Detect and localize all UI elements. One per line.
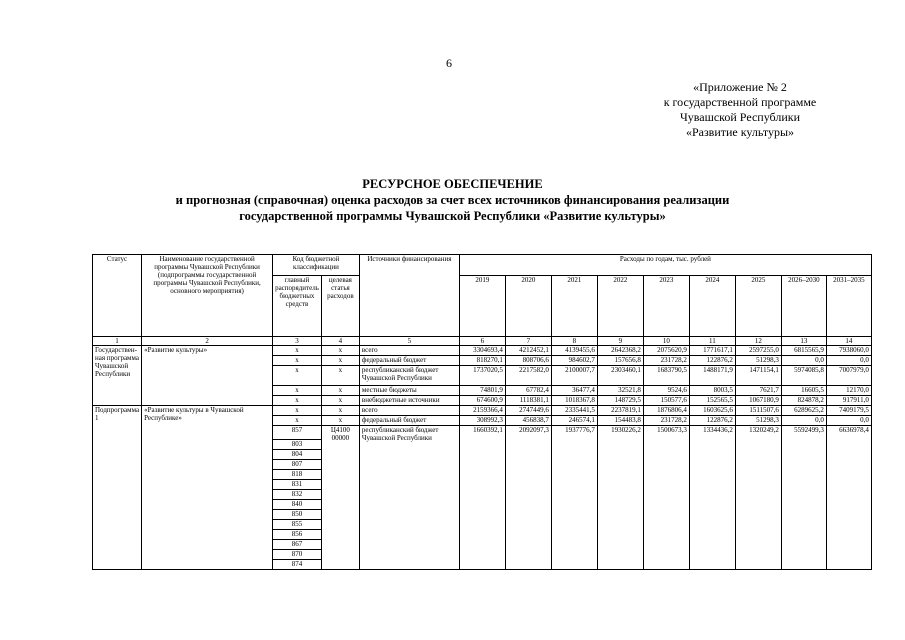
value-cell: 824878,2 (781, 396, 826, 406)
value-cell: 3304693,4 (459, 346, 505, 356)
gr-cell: x (273, 386, 322, 396)
value-cell: 808706,6 (505, 356, 551, 366)
value-cell: 0,0 (781, 356, 826, 366)
appendix-line: «Развитие культуры» (685, 125, 795, 139)
resource-table (92, 254, 872, 570)
value-cell: 1471154,1 (735, 366, 781, 386)
value-cell: 1683790,5 (643, 366, 689, 386)
target-cell: Ц4100 00000 (321, 426, 359, 570)
value-cell: 6815565,9 (781, 346, 826, 356)
value-cell: 7007979,0 (826, 366, 871, 386)
header-gr: главный распорядитель бюджетных средств (273, 276, 322, 337)
value-cell: 7938060,0 (826, 346, 871, 356)
source-cell: республиканский бюджет Чувашской Республики (359, 426, 459, 570)
value-cell: 6289625,2 (781, 406, 826, 416)
gr-cell: 856 (273, 530, 322, 540)
gr-cell: 807 (273, 460, 322, 470)
value-cell: 1018367,8 (551, 396, 597, 406)
value-cell: 1876806,4 (643, 406, 689, 416)
value-cell: 5592499,3 (781, 426, 826, 570)
gr-cell: 855 (273, 520, 322, 530)
target-cell: x (321, 396, 359, 406)
source-cell: республиканский бюджет Чувашской Республики (359, 366, 459, 386)
column-number: 2 (142, 337, 273, 346)
value-cell: 0,0 (826, 356, 871, 366)
target-cell: x (321, 406, 359, 416)
value-cell: 2092097,3 (505, 426, 551, 570)
gr-cell: 803 (273, 440, 322, 450)
value-cell: 36477,4 (551, 386, 597, 396)
value-cell: 674600,9 (459, 396, 505, 406)
value-cell: 122876,2 (689, 356, 735, 366)
source-cell: всего (359, 346, 459, 356)
name-cell: «Развитие культуры в Чувашской Республике» (142, 406, 273, 570)
value-cell: 148729,5 (597, 396, 643, 406)
column-number-row (93, 337, 872, 346)
header-year: 2026–2030 (781, 276, 826, 337)
column-number: 14 (826, 337, 871, 346)
source-cell: местные бюджеты (359, 386, 459, 396)
gr-cell: 867 (273, 540, 322, 550)
title-line: и прогнозная (справочная) оценка расходов за счет всех источников финансирования реализации (175, 193, 730, 207)
target-cell: x (321, 386, 359, 396)
value-cell: 2335441,5 (551, 406, 597, 416)
value-cell: 7409179,5 (826, 406, 871, 416)
value-cell: 9524,6 (643, 386, 689, 396)
value-cell: 1937776,7 (551, 426, 597, 570)
target-cell: x (321, 346, 359, 356)
column-number: 10 (643, 337, 689, 346)
header-budget-code: Код бюджетной классификации (273, 255, 360, 276)
header-year: 2020 (505, 276, 551, 337)
value-cell: 157656,8 (597, 356, 643, 366)
value-cell: 7621,7 (735, 386, 781, 396)
value-cell: 154483,8 (597, 416, 643, 426)
status-cell: Государствен-ная программа Чувашской Республики (93, 346, 142, 406)
status-cell: Подпрограмма 1 (93, 406, 142, 570)
gr-cell: x (273, 406, 322, 416)
gr-cell: 831 (273, 480, 322, 490)
column-number: 6 (459, 337, 505, 346)
appendix-line: к государственной программе (663, 95, 817, 109)
gr-cell: x (273, 356, 322, 366)
column-number: 11 (689, 337, 735, 346)
gr-cell: 870 (273, 550, 322, 560)
value-cell: 6636978,4 (826, 426, 871, 570)
header-source: Источники финансирования (359, 255, 459, 337)
value-cell: 152565,5 (689, 396, 735, 406)
value-cell: 0,0 (826, 416, 871, 426)
gr-cell: x (273, 416, 322, 426)
value-cell: 2747449,6 (505, 406, 551, 416)
header-name: Наименование государственной программы Чувашской Республики (подпрограммы государственной программы Чувашской Республики, основного мероприятия) (142, 255, 273, 337)
header-year: 2021 (551, 276, 597, 337)
header-year: 2019 (459, 276, 505, 337)
header-status: Статус (93, 255, 142, 337)
appendix-line: Чувашской Республики (679, 110, 801, 124)
header-target: целевая статья расходов (321, 276, 359, 337)
target-cell: x (321, 356, 359, 366)
gr-cell: x (273, 366, 322, 386)
value-cell: 2075620,9 (643, 346, 689, 356)
value-cell: 231728,2 (643, 416, 689, 426)
document-title (90, 176, 815, 224)
gr-cell: 857 (273, 426, 322, 440)
value-cell: 1930226,2 (597, 426, 643, 570)
value-cell: 51298,3 (735, 356, 781, 366)
gr-cell: x (273, 346, 322, 356)
gr-cell: x (273, 396, 322, 406)
value-cell: 1320249,2 (735, 426, 781, 570)
source-cell: всего (359, 406, 459, 416)
value-cell: 0,0 (781, 416, 826, 426)
column-number: 3 (273, 337, 322, 346)
value-cell: 917911,0 (826, 396, 871, 406)
value-cell: 4139455,6 (551, 346, 597, 356)
gr-cell: 840 (273, 500, 322, 510)
value-cell: 1500673,3 (643, 426, 689, 570)
value-cell: 2237819,1 (597, 406, 643, 416)
value-cell: 74801,9 (459, 386, 505, 396)
header-expenses: Расходы по годам, тыс. рублей (459, 255, 871, 276)
value-cell: 2100007,7 (551, 366, 597, 386)
source-cell: федеральный бюджет (359, 416, 459, 426)
header-year: 2025 (735, 276, 781, 337)
value-cell: 308992,3 (459, 416, 505, 426)
target-cell: x (321, 366, 359, 386)
value-cell: 1603625,6 (689, 406, 735, 416)
column-number: 5 (359, 337, 459, 346)
value-cell: 246574,1 (551, 416, 597, 426)
page-number: 6 (446, 56, 452, 70)
value-cell: 2159366,4 (459, 406, 505, 416)
appendix-note (600, 80, 880, 140)
value-cell: 32521,8 (597, 386, 643, 396)
value-cell: 1737020,5 (459, 366, 505, 386)
value-cell: 818270,1 (459, 356, 505, 366)
value-cell: 12170,0 (826, 386, 871, 396)
header-year: 2023 (643, 276, 689, 337)
appendix-line: «Приложение № 2 (693, 80, 787, 94)
column-number: 13 (781, 337, 826, 346)
gr-cell: 818 (273, 470, 322, 480)
column-number: 4 (321, 337, 359, 346)
header-year: 2024 (689, 276, 735, 337)
column-number: 7 (505, 337, 551, 346)
value-cell: 1067180,9 (735, 396, 781, 406)
value-cell: 2303460,1 (597, 366, 643, 386)
column-number: 1 (93, 337, 142, 346)
value-cell: 4212452,1 (505, 346, 551, 356)
column-number: 12 (735, 337, 781, 346)
value-cell: 8003,5 (689, 386, 735, 396)
value-cell: 67782,4 (505, 386, 551, 396)
gr-cell: 874 (273, 560, 322, 570)
value-cell: 231728,2 (643, 356, 689, 366)
value-cell: 1660392,1 (459, 426, 505, 570)
gr-cell: 832 (273, 490, 322, 500)
source-cell: внебюджетные источники (359, 396, 459, 406)
value-cell: 456838,7 (505, 416, 551, 426)
value-cell: 2642368,2 (597, 346, 643, 356)
value-cell: 1511507,6 (735, 406, 781, 416)
gr-cell: 804 (273, 450, 322, 460)
header-year: 2022 (597, 276, 643, 337)
value-cell: 2597255,0 (735, 346, 781, 356)
value-cell: 2217582,0 (505, 366, 551, 386)
value-cell: 5974085,8 (781, 366, 826, 386)
value-cell: 1334436,2 (689, 426, 735, 570)
target-cell: x (321, 416, 359, 426)
column-number: 9 (597, 337, 643, 346)
source-cell: федеральный бюджет (359, 356, 459, 366)
column-number: 8 (551, 337, 597, 346)
value-cell: 16605,5 (781, 386, 826, 396)
name-cell: «Развитие культуры» (142, 346, 273, 406)
header-year: 2031–2035 (826, 276, 871, 337)
program-row (93, 346, 872, 356)
value-cell: 51298,3 (735, 416, 781, 426)
value-cell: 1118381,1 (505, 396, 551, 406)
subprogram-row (93, 406, 872, 416)
value-cell: 122876,2 (689, 416, 735, 426)
value-cell: 1771617,1 (689, 346, 735, 356)
title-line: РЕСУРСНОЕ ОБЕСПЕЧЕНИЕ (362, 177, 543, 191)
value-cell: 1488171,9 (689, 366, 735, 386)
value-cell: 984602,7 (551, 356, 597, 366)
value-cell: 150577,6 (643, 396, 689, 406)
title-line: государственной программы Чувашской Республики «Развитие культуры» (239, 209, 666, 223)
gr-cell: 850 (273, 510, 322, 520)
